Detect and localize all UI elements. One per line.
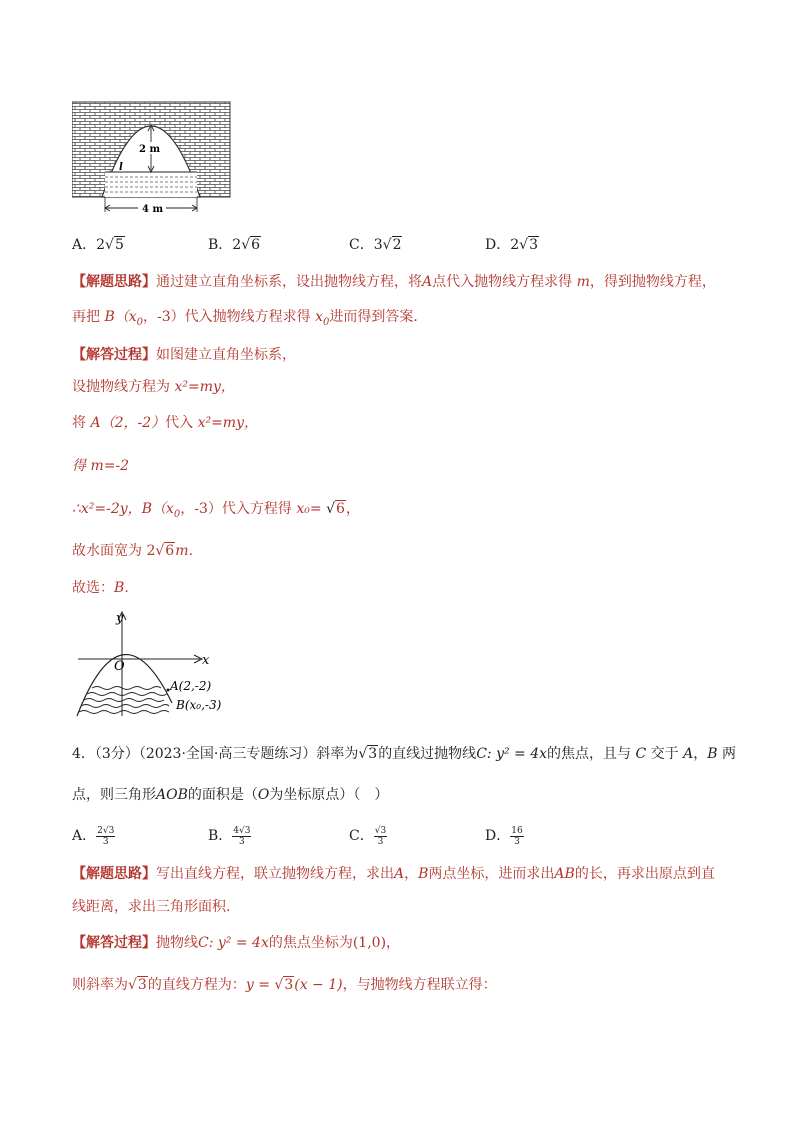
q4-process-line2: 则斜率为√3的直线方程为：y = √3(x − 1)，与抛物线方程联立得： bbox=[72, 977, 497, 993]
process-step1: 设抛物线方程为 x²=my， bbox=[72, 379, 235, 395]
l-label: l bbox=[119, 162, 123, 173]
option-d: D．2√3 bbox=[485, 237, 538, 253]
process-step6: 故选：B． bbox=[72, 580, 139, 596]
q4-idea-heading: 【解题思路】 bbox=[72, 866, 156, 882]
q4-stem-line2: 点，则三角形AOB的面积是（O为坐标原点）（ ） bbox=[72, 787, 389, 803]
solution-idea-heading: 【解题思路】 bbox=[72, 274, 156, 290]
q4-option-d: D． $\frac{16}{3}$ bbox=[485, 825, 523, 847]
q4-idea-line1: 【解题思路】写出直线方程，联立抛物线方程，求出A，B两点坐标，进而求出AB的长，再求出原点到直 bbox=[72, 866, 715, 882]
option-b: B．2√6 bbox=[208, 237, 261, 253]
solution-process-line1: 【解答过程】如图建立直角坐标系， bbox=[72, 347, 296, 363]
q4-idea-line2: 线距离，求出三角形面积. bbox=[72, 899, 231, 915]
height-label: 2 m bbox=[139, 144, 161, 155]
q4-stem-line1: 4．（3分）（2023·全国·高三专题练习）斜率为√3的直线过抛物线C: y² = 4x的焦点，且与 C 交于 A，B 两 bbox=[72, 746, 736, 762]
arch-bridge-figure bbox=[72, 100, 232, 215]
q4-process-line1: 【解答过程】抛物线C: y² = 4x的焦点坐标为(1,0)， bbox=[72, 935, 401, 951]
solution-idea-line1: 【解题思路】通过建立直角坐标系，设出抛物线方程，将A点代入抛物线方程求得 m，得到抛物线方程， bbox=[72, 274, 716, 290]
point-b-label: B(x₀,-3) bbox=[176, 698, 222, 712]
process-step3: 得 m=-2 bbox=[72, 458, 130, 474]
point-a-label: A(2,-2) bbox=[170, 679, 212, 693]
solution-process-heading: 【解答过程】 bbox=[72, 347, 156, 363]
q4-option-b: B． $\frac{4√3}{3}$ bbox=[208, 825, 251, 847]
q4-option-a: A． $\frac{2√3}{3}$ bbox=[72, 825, 115, 847]
width-label: 4 m bbox=[142, 204, 164, 215]
x-axis-label: x bbox=[202, 653, 210, 668]
q4-process-heading: 【解答过程】 bbox=[72, 935, 156, 951]
arch-bridge-diagram bbox=[72, 100, 232, 215]
option-a: A．2√5 bbox=[72, 237, 124, 253]
process-step2: 将 A（2，-2）代入 x²=my， bbox=[72, 415, 258, 431]
origin-label: O bbox=[114, 659, 125, 674]
process-step4: ∴x²=-2y，$B(x_0$，-3）代入方程得 x₀= √6， bbox=[72, 501, 360, 520]
y-axis-label: y bbox=[116, 611, 124, 626]
q4-option-c: C． $\frac{√3}{3}$ bbox=[349, 825, 387, 847]
option-c: C．3√2 bbox=[349, 237, 402, 253]
solution-idea-line2: 再把 $B(x_0$，-3）代入抛物线方程求得 $x_0$进而得到答案． bbox=[72, 309, 428, 328]
coordinate-figure bbox=[72, 608, 232, 720]
process-step5: 故水面宽为 2√6m． bbox=[72, 543, 203, 559]
parabola-diagram bbox=[72, 608, 232, 720]
